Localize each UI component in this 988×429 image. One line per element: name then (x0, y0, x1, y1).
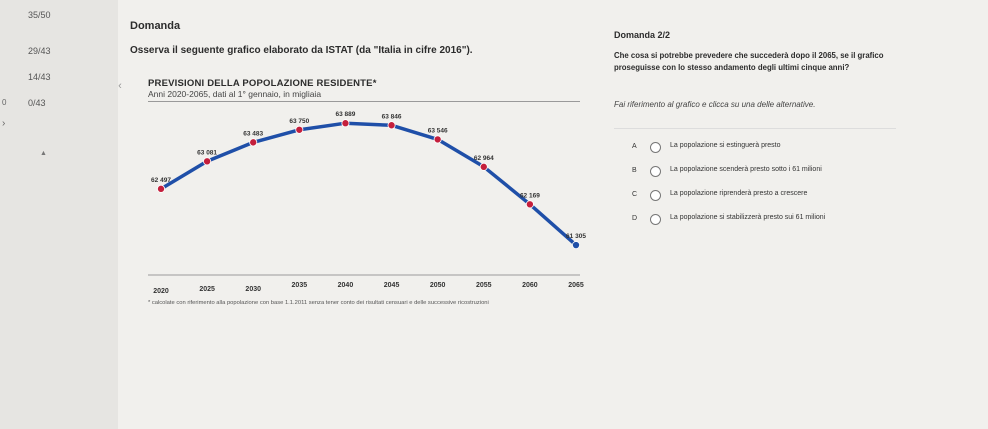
radio-button[interactable] (650, 166, 661, 177)
nav-progress-1[interactable]: 35/50 (28, 10, 51, 20)
x-tick-label: 2065 (568, 282, 584, 289)
option-text: La popolazione si stabilizzerà presto sui 61 milioni (670, 214, 826, 221)
data-point (526, 201, 533, 208)
x-tick-label: 2045 (383, 282, 400, 289)
radio-button[interactable] (650, 142, 661, 153)
data-point (480, 163, 487, 170)
option-c[interactable] (614, 187, 896, 207)
nav-partial-number: 0 (2, 98, 7, 107)
data-label: 63 081 (197, 149, 218, 157)
data-label: 62 497 (151, 176, 171, 184)
data-point (296, 126, 303, 133)
x-tick-label: 2020 (153, 288, 169, 295)
chart-title: PREVISIONI DELLA POPOLAZIONE RESIDENTE* (148, 78, 377, 89)
data-label: 63 750 (289, 117, 310, 125)
data-label: 62 964 (473, 154, 494, 162)
option-text: La popolazione riprenderà presto a crescere (670, 190, 808, 197)
nav-progress-3[interactable]: 14/43 (28, 72, 51, 82)
data-label: 63 846 (381, 113, 402, 121)
option-letter: D (632, 215, 638, 222)
question2-title: Domanda 2/2 (614, 30, 671, 40)
option-letter: A (632, 143, 637, 150)
option-letter: B (632, 167, 637, 174)
nav-progress-2[interactable]: 29/43 (28, 46, 51, 56)
x-tick-label: 2060 (522, 282, 538, 289)
option-text: La popolazione scenderà presto sotto i 61 milioni (670, 166, 822, 173)
chart-footnote: * calcolate con riferimento alla popolazione con base 1.1.2011 senza tener conto dei risultati censuari e delle successive ricostruzioni (148, 300, 489, 306)
radio-button[interactable] (650, 190, 661, 201)
data-point (572, 241, 579, 248)
x-tick-label: 2040 (337, 282, 354, 289)
chart-subtitle: Anni 2020-2065, dati al 1° gennaio, in migliaia (148, 89, 322, 99)
triangle-up-icon: ▲ (40, 150, 47, 157)
option-b[interactable] (614, 163, 896, 183)
x-tick-label: 2030 (245, 286, 262, 293)
question-title: Domanda (130, 20, 181, 32)
question2-instruction: Fai riferimento al grafico e clicca su una delle alternative. (614, 100, 816, 109)
population-line-chart (118, 0, 588, 300)
data-label: 63 546 (427, 127, 448, 135)
x-tick-label: 2035 (291, 282, 308, 289)
x-tick-label: 2025 (199, 286, 215, 293)
main-panel (118, 0, 988, 429)
x-tick-label: 2055 (475, 282, 492, 289)
data-point (434, 136, 441, 143)
option-text: La popolazione si estinguerà presto (670, 142, 781, 149)
question2-text: Che cosa si potrebbe prevedere che succederà dopo il 2065, se il grafico proseguisse con lo stesso andamento degli ultimi cinque anni? (614, 51, 884, 72)
collapse-chevron-left-icon[interactable]: ‹ (118, 80, 122, 92)
data-label: 63 483 (243, 130, 264, 138)
x-tick-label: 2050 (429, 282, 446, 289)
data-label: 61 305 (566, 233, 586, 241)
left-progress-rail (0, 0, 118, 429)
chevron-right-icon[interactable]: › (2, 118, 6, 129)
nav-progress-4[interactable]: 0/43 (28, 98, 46, 108)
option-letter: C (632, 191, 638, 198)
data-point (342, 120, 349, 127)
radio-button[interactable] (650, 214, 661, 225)
data-point (157, 185, 164, 192)
option-a[interactable] (614, 139, 896, 159)
data-point (204, 158, 211, 165)
data-label: 63 889 (335, 111, 356, 119)
series-line (161, 123, 576, 245)
data-label: 62 169 (519, 192, 540, 200)
data-point (250, 139, 257, 146)
answer-options (614, 128, 896, 229)
option-d[interactable] (614, 211, 896, 231)
question-intro: Osserva il seguente grafico elaborato da ISTAT (da "Italia in cifre 2016"). (130, 45, 473, 56)
data-point (388, 122, 395, 129)
